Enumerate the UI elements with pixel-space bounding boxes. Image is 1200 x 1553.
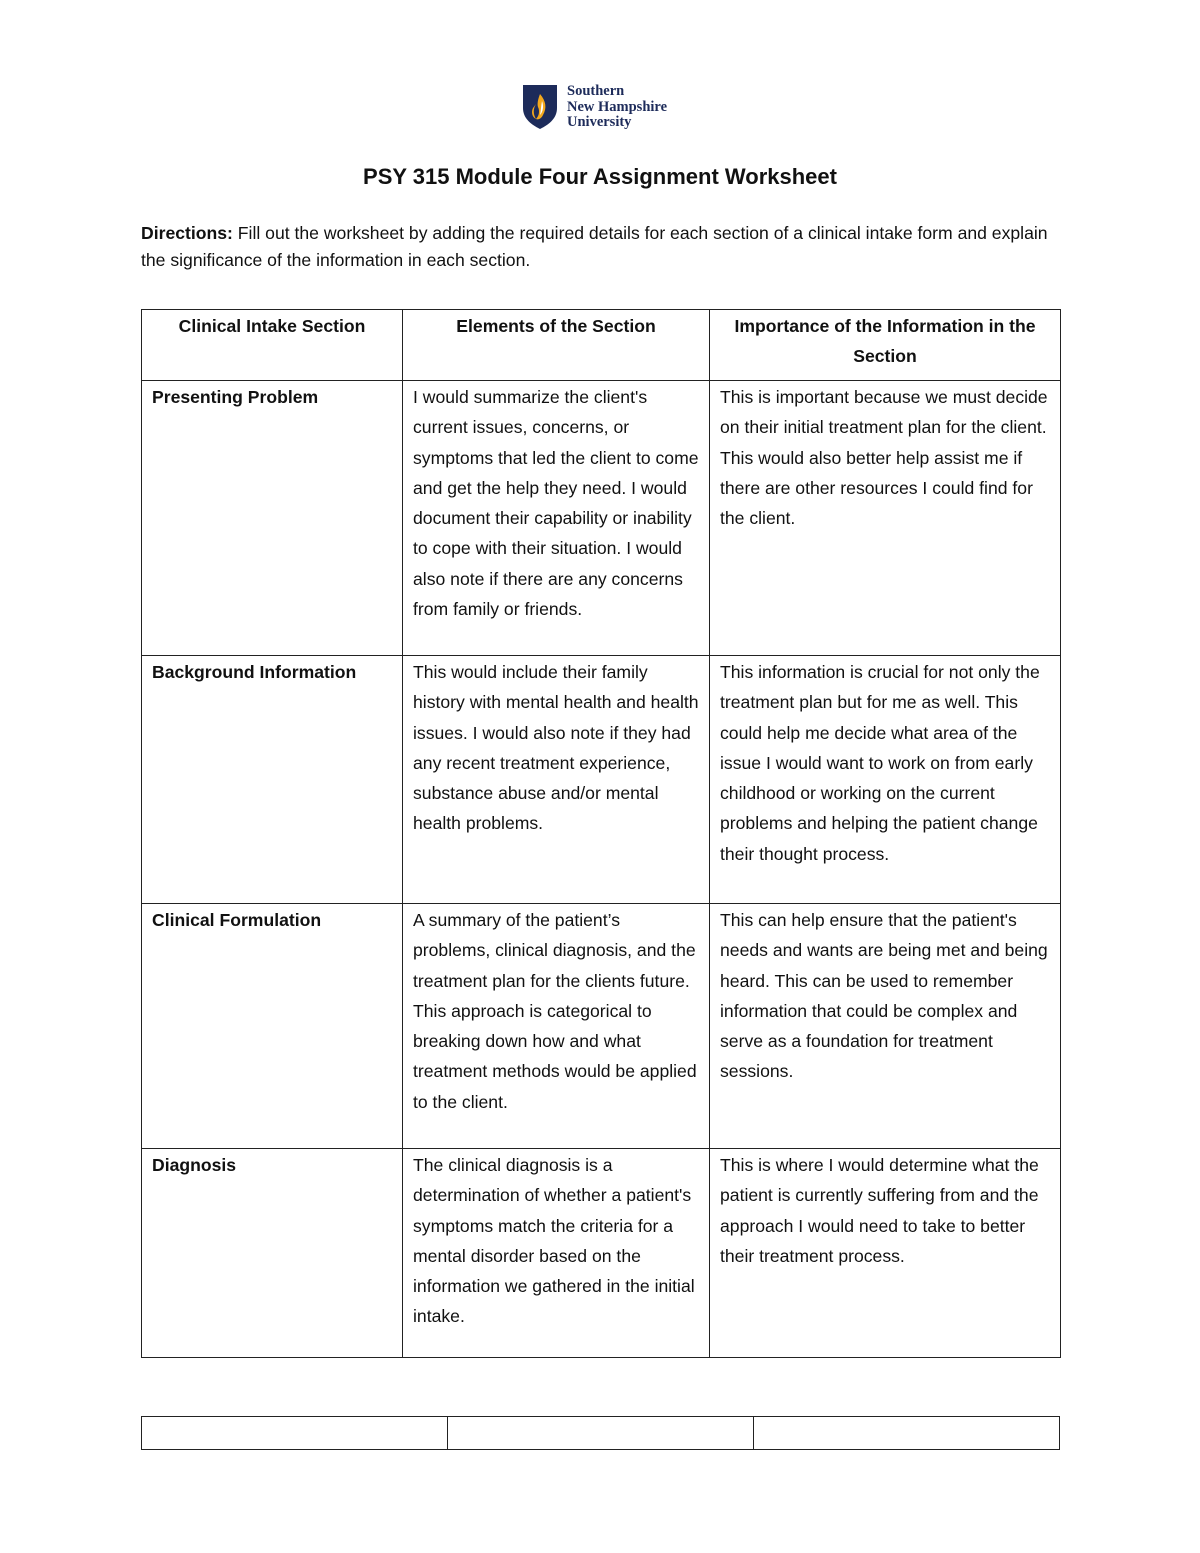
logo-line: Southern xyxy=(567,83,625,99)
directions-label: Directions: xyxy=(141,223,233,243)
importance-cell: This information is crucial for not only the treatment plan but for me as well. This could help me decide what area of the issue I would want to work on from early childhood or working on the current problems and helping the patient change their thought process. xyxy=(710,656,1061,904)
intake-table xyxy=(141,309,1061,1358)
elements-cell: I would summarize the client's current issues, concerns, or symptoms that led the client to come and get the help they need. I would document their capability or inability to cope with their situation. I would also note if there are any concerns from family or friends. xyxy=(403,381,710,656)
importance-cell: This is important because we must decide on their initial treatment plan for the client. This would also better help assist me if there are other resources I could find for the client. xyxy=(710,381,1061,656)
header-cell-section: Clinical Intake Section xyxy=(142,310,403,381)
empty-cell xyxy=(448,1417,754,1450)
table-row xyxy=(142,1149,1061,1358)
elements-cell: A summary of the patient’s problems, clinical diagnosis, and the treatment plan for the clients future. This approach is categorical to breaking down how and what treatment methods would be applied to the client. xyxy=(403,904,710,1149)
directions-paragraph xyxy=(141,220,1066,274)
empty-cell xyxy=(754,1417,1060,1450)
shield-flame-icon xyxy=(522,84,558,130)
continuation-table xyxy=(141,1416,1060,1450)
section-cell: Presenting Problem xyxy=(142,381,403,656)
elements-cell: The clinical diagnosis is a determination of whether a patient's symptoms match the criteria for a mental disorder based on the information we gathered in the initial intake. xyxy=(403,1149,710,1358)
table-row xyxy=(142,1417,1060,1450)
table-row xyxy=(142,904,1061,1149)
logo-line: University xyxy=(567,114,632,130)
logo-line: New Hampshire xyxy=(567,98,668,115)
elements-cell: This would include their family history with mental health and health issues. I would also note if they had any recent treatment experience, substance abuse and/or mental health problems. xyxy=(403,656,710,904)
section-cell: Diagnosis xyxy=(142,1149,403,1358)
header-cell-importance: Importance of the Information in the Section xyxy=(710,310,1061,381)
directions-text: Fill out the worksheet by adding the required details for each section of a clinical intake form and explain the significance of the information in each section. xyxy=(141,223,1048,270)
table-row xyxy=(142,656,1061,904)
logo-wordmark xyxy=(567,84,667,131)
university-logo xyxy=(522,84,692,134)
importance-cell: This is where I would determine what the patient is currently suffering from and the approach I would need to take to better their treatment process. xyxy=(710,1149,1061,1358)
header-cell-elements: Elements of the Section xyxy=(403,310,710,381)
header-row xyxy=(142,310,1061,381)
empty-cell xyxy=(142,1417,448,1450)
importance-cell: This can help ensure that the patient's needs and wants are being met and being heard. This can be used to remember information that could be complex and serve as a foundation for treatment sessions. xyxy=(710,904,1061,1149)
page-title: PSY 315 Module Four Assignment Worksheet xyxy=(363,164,837,189)
table-row xyxy=(142,381,1061,656)
section-cell: Clinical Formulation xyxy=(142,904,403,1149)
section-cell: Background Information xyxy=(142,656,403,904)
